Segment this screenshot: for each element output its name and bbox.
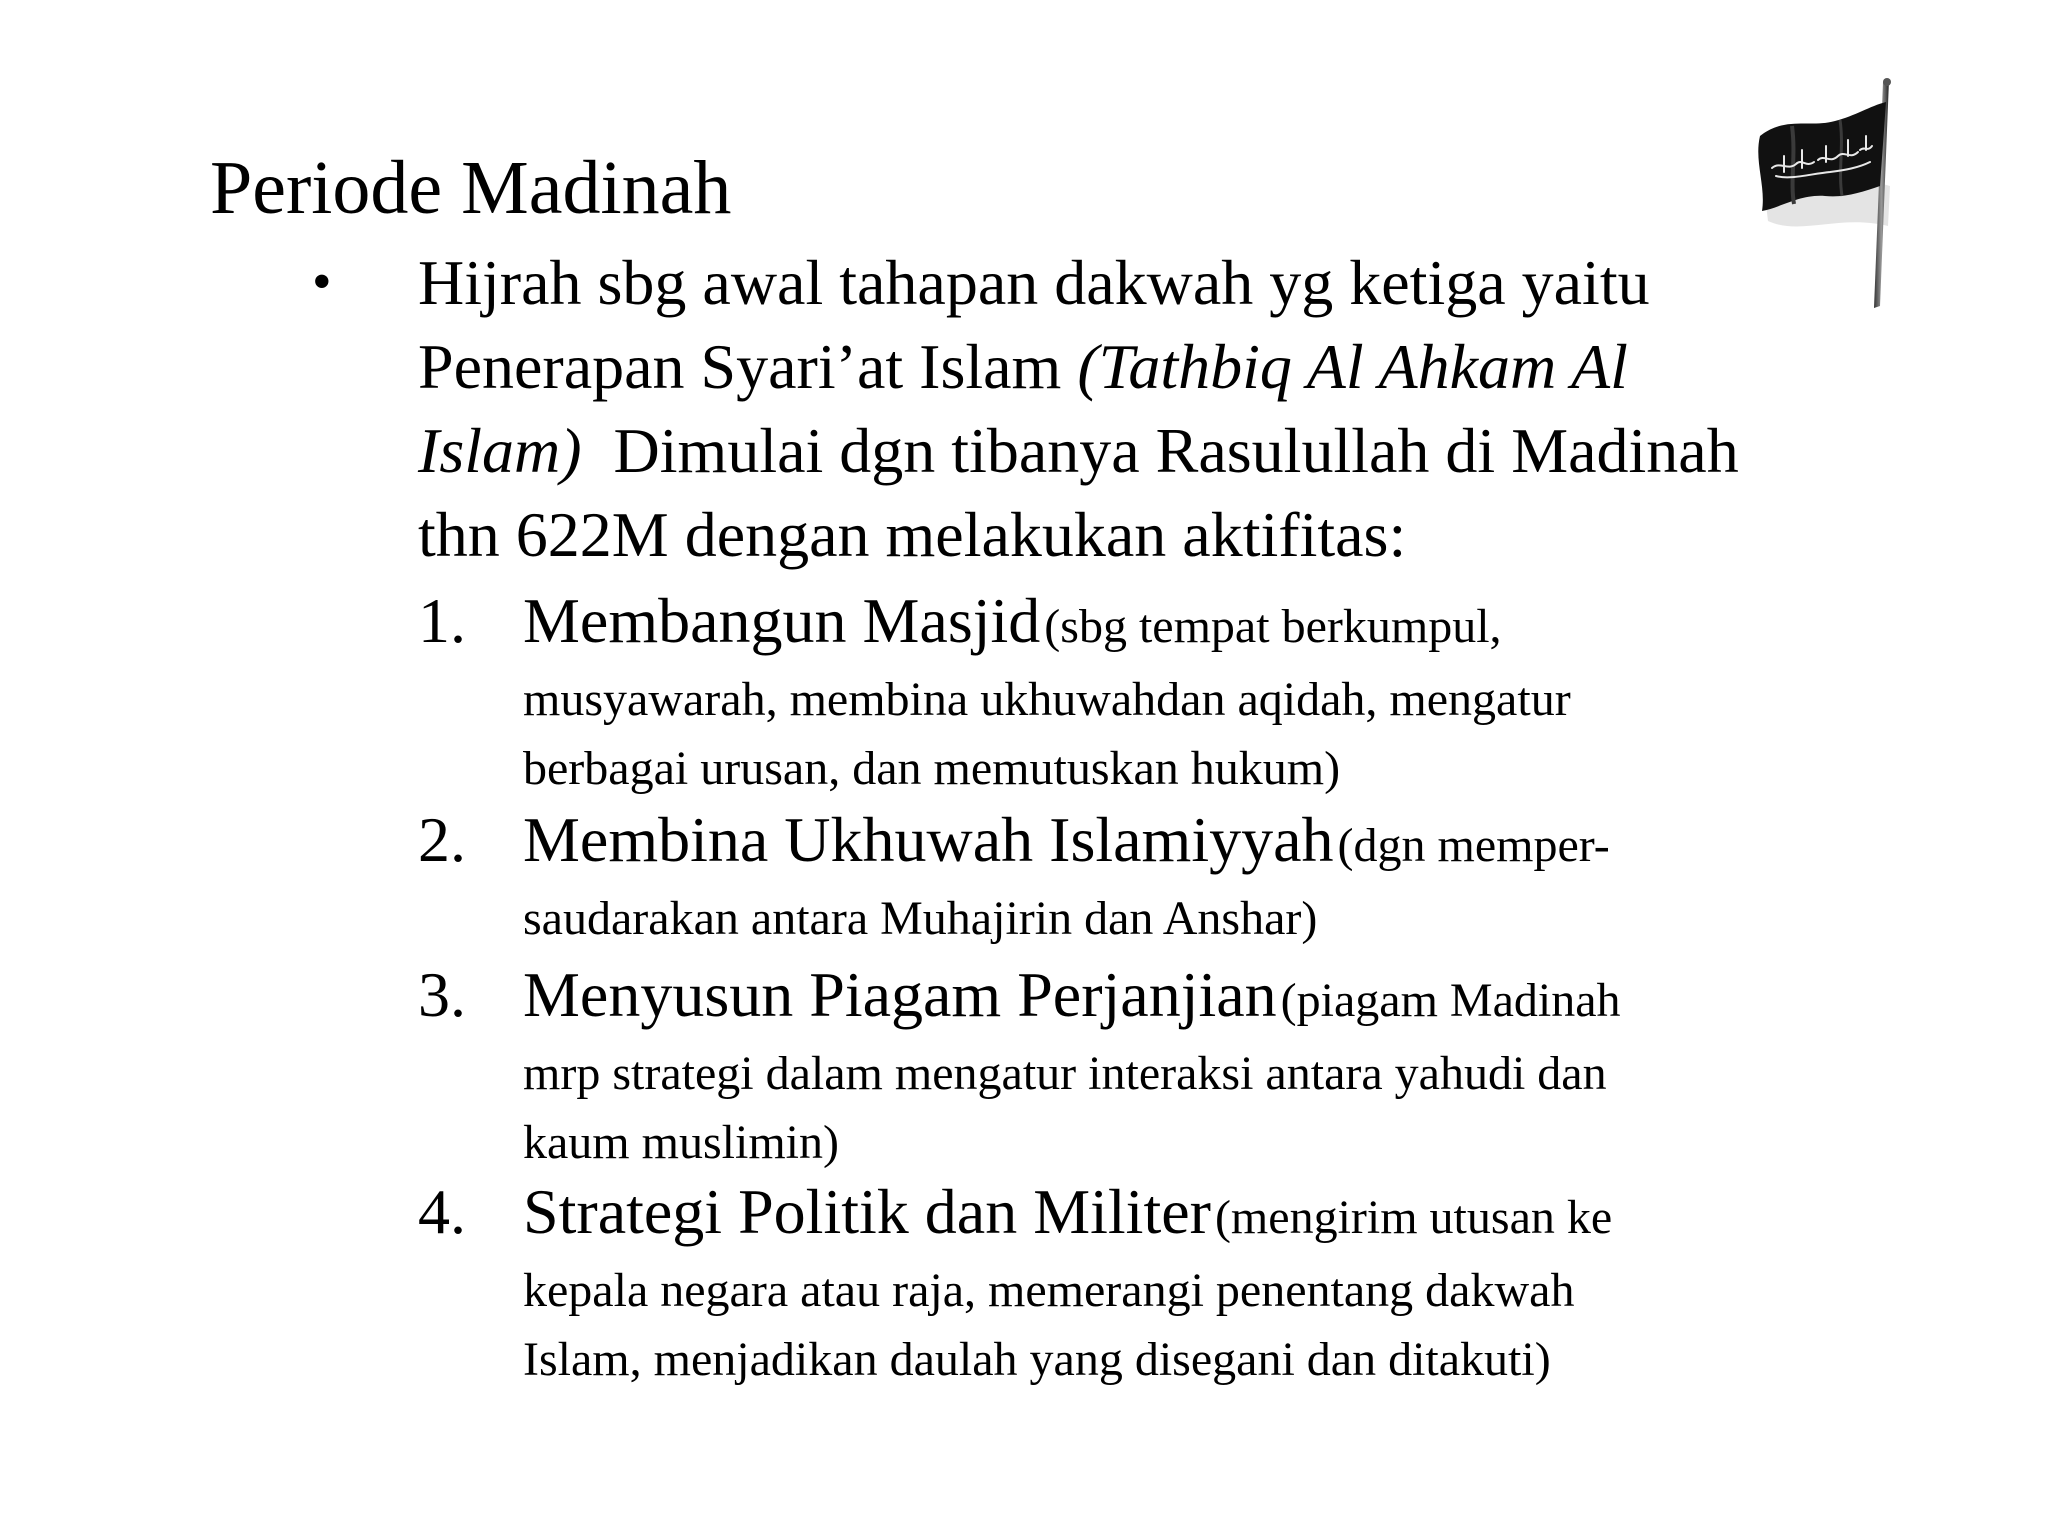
item-heading: Strategi Politik dan Militer bbox=[523, 1176, 1211, 1247]
item-number: 4. bbox=[418, 1176, 466, 1247]
item-detail-line: kepala negara atau raja, memerangi penentang dakwah bbox=[523, 1264, 1575, 1317]
item-number: 1. bbox=[418, 585, 466, 656]
item-number: 2. bbox=[418, 804, 466, 875]
item-continuation bbox=[523, 884, 1317, 953]
paragraph-line bbox=[418, 325, 1978, 409]
paragraph-text: Penerapan Syari’at Islam bbox=[418, 331, 1078, 402]
item-detail-line: mrp strategi dalam mengatur interaksi antara yahudi dan bbox=[523, 1047, 1607, 1100]
paragraph-text: thn 622M dengan melakukan aktifitas: bbox=[418, 499, 1407, 570]
paragraph-line bbox=[418, 409, 1978, 493]
paragraph-line bbox=[418, 241, 1978, 325]
bullet-symbol: • bbox=[312, 251, 332, 313]
item-detail-line: berbagai urusan, dan memutuskan hukum) bbox=[523, 742, 1341, 795]
item-detail: (mengirim utusan ke bbox=[1214, 1191, 1613, 1244]
item-detail: (dgn memper- bbox=[1337, 819, 1610, 872]
item-continuation bbox=[523, 1256, 1574, 1394]
paragraph-italic-text: (Tathbiq Al Ahkam Al bbox=[1077, 331, 1628, 402]
item-heading: Membangun Masjid bbox=[523, 585, 1041, 656]
paragraph-line bbox=[418, 493, 1978, 577]
item-continuation bbox=[523, 665, 1571, 803]
item-detail-line: Islam, menjadikan daulah yang disegani dan ditakuti) bbox=[523, 1333, 1551, 1386]
item-detail-line: musyawarah, membina ukhuwahdan aqidah, mengatur bbox=[523, 673, 1571, 726]
paragraph-italic-text: Islam) bbox=[418, 415, 582, 486]
slide-title: Periode Madinah bbox=[210, 146, 732, 230]
item-detail: (sbg tempat berkumpul, bbox=[1044, 600, 1502, 653]
paragraph-text: Hijrah sbg awal tahapan dakwah yg ketiga yaitu bbox=[418, 247, 1650, 318]
bullet-paragraph bbox=[418, 241, 1978, 577]
item-number: 3. bbox=[418, 959, 466, 1030]
paragraph-text: Dimulai dgn tibanya Rasulullah di Madinah bbox=[581, 415, 1739, 486]
item-continuation bbox=[523, 1039, 1607, 1177]
item-heading: Membina Ukhuwah Islamiyyah bbox=[523, 804, 1334, 875]
item-detail-line: saudarakan antara Muhajirin dan Anshar) bbox=[523, 892, 1318, 945]
item-detail: (piagam Madinah bbox=[1280, 974, 1621, 1027]
item-detail-line: kaum muslimin) bbox=[523, 1116, 839, 1169]
item-heading: Menyusun Piagam Perjanjian bbox=[523, 959, 1277, 1030]
